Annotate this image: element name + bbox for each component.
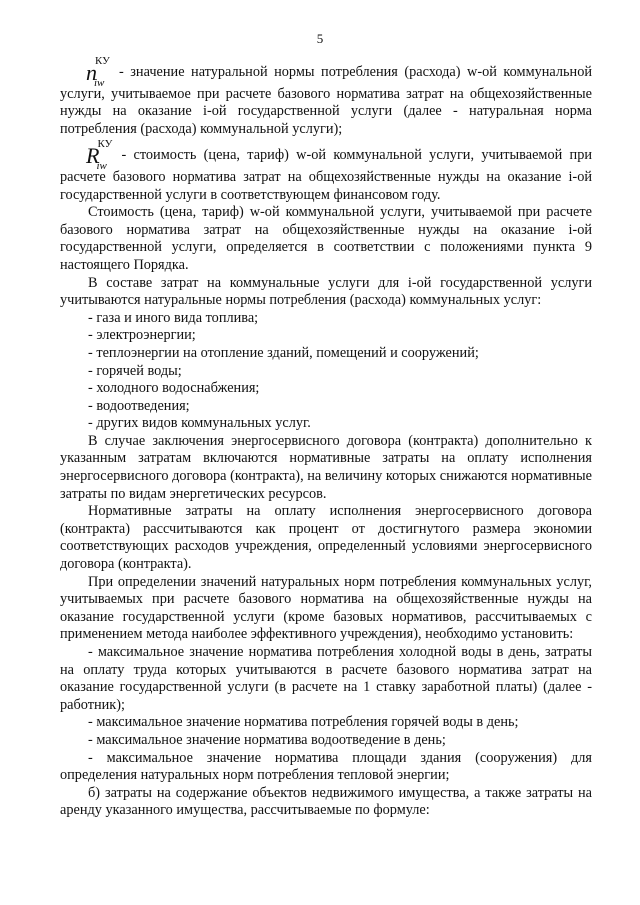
list-item: - максимальное значение норматива потребления холодной воды в день, затраты на оплату труда которых учитываются в расчете базового норматива затрат на оказание государственной услуги (в расчете на 1 ставку заработной платы) (далее - работник); <box>60 644 592 713</box>
list-item: - электроэнергии; <box>88 327 196 344</box>
definition-text: - значение натуральной нормы потребления (расхода) w-ой коммунальной услуги, учитываемое при расчете базового норматива затрат на общехозяйственные нужды на оказание i-ой государственной услуги (далее - натуральная норма потребления (расхода) коммунальной услуги); <box>60 64 592 137</box>
list-item: - водоотведения; <box>88 397 190 414</box>
paragraph: В случае заключения энергосервисного договора (контракта) дополнительно к указанным затратам включаются нормативные затраты на оплату исполнения энергосервисного договора (контракта), на величину которых снижаются нормативные затраты по видам энергетических ресурсов. <box>60 432 592 502</box>
paragraph: В составе затрат на коммунальные услуги для i-ой государственной услуги учитываются натуральные нормы потребления (расхода) коммунальных услуг: <box>60 274 592 309</box>
definition-r-ku <box>60 138 592 204</box>
definition-n-ku <box>60 55 592 138</box>
paragraph: При определении значений натуральных норм потребления коммунальных услуг, учитываемых при расчете базового норматива на общехозяйственные нужды на оказание государственной услуги (кроме базовых нормативов, рассчитываемых с применением метода наиболее эффективного учреждения), необходимо установить: <box>60 573 592 643</box>
definition-text: - стоимость (цена, тариф) w-ой коммунальной услуги, учитываемой при расчете базового норматива затрат на общехозяйственные нужды на оказание i-ой государственной услуги в соответствующем финансовом году. <box>60 147 592 203</box>
list-item: - максимальное значение норматива площади здания (сооружения) для определения натуральных норм потребления тепловой энергии; <box>60 749 592 784</box>
list-item: - газа и иного вида топлива; <box>88 309 259 326</box>
list-item: - максимальное значение норматива потребления горячей воды в день; <box>88 714 519 731</box>
formula-symbol-r: R КУ iw <box>86 138 113 172</box>
list-item: - максимальное значение норматива водоотведение в день; <box>88 731 446 748</box>
document-body <box>60 55 592 820</box>
list-item: - других видов коммунальных услуг. <box>88 415 311 432</box>
list-item: - холодного водоснабжения; <box>88 380 260 397</box>
formula-symbol-n: n КУ iw <box>86 55 110 89</box>
paragraph: б) затраты на содержание объектов недвижимого имущества, а также затраты на аренду указанного имущества, рассчитываемые по формуле: <box>60 784 592 819</box>
paragraph: Стоимость (цена, тариф) w-ой коммунальной услуги, учитываемой при расчете базового норматива затрат на общехозяйственные нужды на оказание i-ой государственной услуги, определяется в соответствии с положениями пункта 9 настоящего Порядка. <box>60 204 592 273</box>
list-item: - теплоэнергии на отопление зданий, помещений и сооружений; <box>88 344 479 361</box>
list-item: - горячей воды; <box>88 362 182 379</box>
paragraph: Нормативные затраты на оплату исполнения энергосервисного договора (контракта) рассчитываются как процент от достигнутого размера экономии соответствующих расходов учреждения, определенный условиями энергосервисного договора (контракта). <box>60 503 592 573</box>
page-number: 5 <box>316 31 324 46</box>
